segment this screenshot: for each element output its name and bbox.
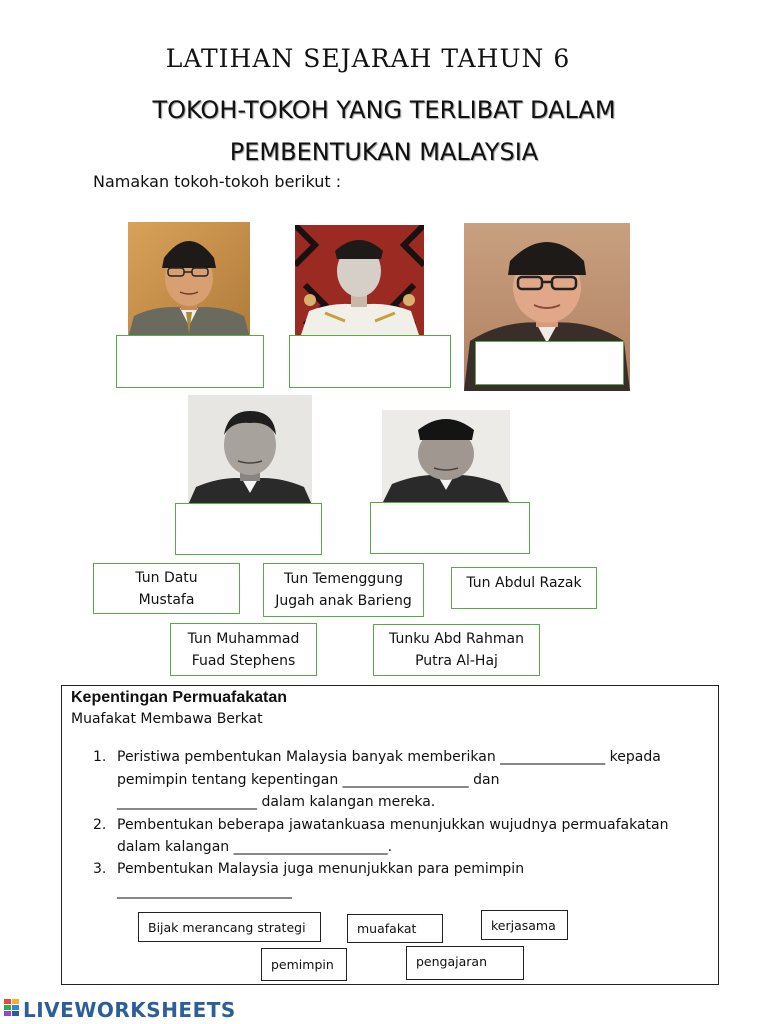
question-1-line-3: ____________________ dalam kalangan mereka. bbox=[117, 794, 436, 810]
question-2-line-1: Pembentukan beberapa jawatankuasa menunjukkan wujudnya permuafakatan bbox=[117, 817, 669, 833]
question-3-line-1: Pembentukan Malaysia juga menunjukkan para pemimpin bbox=[117, 861, 525, 877]
question-3-line-2: _________________________ bbox=[117, 883, 292, 899]
word-bank-muafakat[interactable]: muafakat bbox=[347, 914, 443, 943]
question-1-line-1: Peristiwa pembentukan Malaysia banyak memberikan _______________ kepada bbox=[117, 749, 661, 765]
brand-name: LIVEWORKSHEETS bbox=[23, 998, 236, 1022]
word-bank-pemimpin[interactable]: pemimpin bbox=[261, 948, 347, 981]
option-line-2: Fuad Stephens bbox=[191, 652, 296, 669]
portrait-1 bbox=[128, 222, 250, 338]
option-line-1: Tun Muhammad bbox=[187, 630, 300, 647]
name-option-tun-datu-mustafa[interactable] bbox=[93, 563, 240, 614]
name-option-tun-temenggung-jugah[interactable] bbox=[263, 563, 424, 617]
portrait-4 bbox=[188, 395, 312, 505]
footer-brand bbox=[4, 998, 236, 1022]
question-3-number: 3. bbox=[93, 861, 107, 877]
answer-box-2[interactable] bbox=[289, 335, 451, 388]
answer-box-5[interactable] bbox=[370, 502, 530, 554]
liveworksheets-logo-icon bbox=[4, 999, 20, 1021]
question-1-number: 1. bbox=[93, 749, 107, 765]
question-2-line-2: dalam kalangan ______________________. bbox=[117, 839, 393, 855]
portrait-5 bbox=[382, 410, 510, 504]
option-line-2: Mustafa bbox=[138, 591, 195, 608]
word-bank-bijak-merancang-strategi[interactable]: Bijak merancang strategi bbox=[138, 912, 321, 942]
name-option-tunku-abd-rahman[interactable] bbox=[373, 624, 540, 676]
question-2-number: 2. bbox=[93, 817, 107, 833]
option-line-1: Tunku Abd Rahman bbox=[389, 631, 524, 647]
word-bank-pengajaran[interactable]: pengajaran bbox=[406, 946, 524, 980]
answer-box-4[interactable] bbox=[175, 503, 322, 555]
option-line-1: Tun Abdul Razak bbox=[466, 575, 582, 591]
name-option-tun-abdul-razak[interactable] bbox=[451, 567, 597, 609]
heading-line-1: TOKOH-TOKOH YANG TERLIBAT DALAM bbox=[152, 96, 616, 124]
question-1-line-2: pemimpin tentang kepentingan __________________ dan bbox=[117, 772, 500, 788]
option-line-2: Jugah anak Barieng bbox=[275, 593, 412, 609]
answer-box-3[interactable] bbox=[475, 341, 624, 385]
answer-box-1[interactable] bbox=[116, 335, 264, 388]
heading-line-2: PEMBENTUKAN MALAYSIA bbox=[229, 138, 539, 166]
section-title: Kepentingan Permuafakatan bbox=[71, 689, 288, 706]
worksheet-title: LATIHAN SEJARAH TAHUN 6 bbox=[165, 44, 571, 73]
instruction-text: Namakan tokoh-tokoh berikut : bbox=[93, 172, 342, 191]
name-option-tun-muhammad-fuad-stephens[interactable] bbox=[170, 623, 317, 676]
section-subtitle: Muafakat Membawa Berkat bbox=[71, 711, 263, 727]
option-line-1: Tun Datu bbox=[135, 569, 198, 586]
option-line-1: Tun Temenggung bbox=[284, 571, 403, 587]
option-line-2: Putra Al-Haj bbox=[415, 653, 498, 669]
word-bank-kerjasama[interactable]: kerjasama bbox=[481, 910, 568, 940]
portrait-2 bbox=[295, 225, 424, 335]
